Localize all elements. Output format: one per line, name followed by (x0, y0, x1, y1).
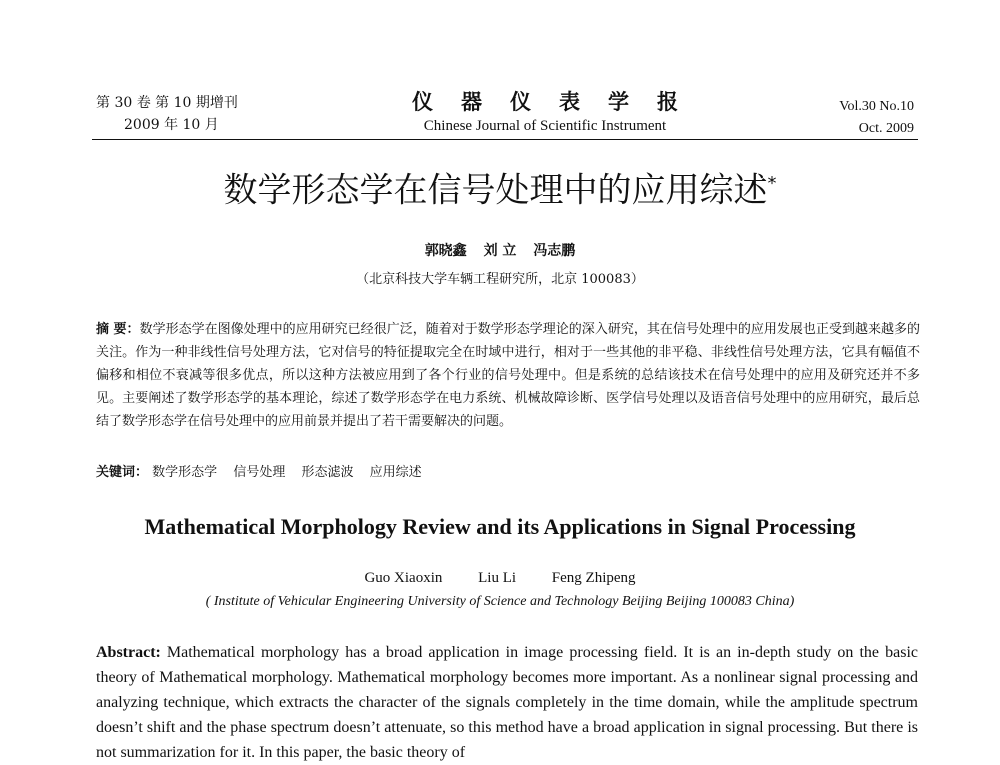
author-en: Guo Xiaoxin (364, 570, 443, 586)
author-cn: 冯志鹏 (533, 243, 576, 259)
title-cn-text: 数学形态学在信号处理中的应用综述 (223, 170, 768, 211)
abstract-cn (96, 318, 920, 433)
abstract-cn-text: 数学形态学在图像处理中的应用研究已经很广泛，随着对于数学形态学理论的深入研究，其在信号处理中的应用发展也正受到越来越多的关注。作为一种非线性信号处理方法，它对信号的特征提取完全在时域中进行，相对于一些其他的非平稳、非线性信号处理方法，它具有幅值不偏移和相位不衰减等很多优点，所以这种方法被应用到了各个行业的信号处理中。但是系统的总结该技术在信号处理中的应用及研究还并不多见。主要阐述了数学形态学的基本理论，综述了数学形态学在电力系统、机械故障诊断、医学信号处理以及语音信号处理中的应用研究，最后总结了数学形态学在信号处理中的应用前景并提出了若干需要解决的问题。 (96, 322, 920, 429)
header-left (96, 92, 238, 136)
author-cn: 郭晓鑫 (424, 243, 467, 259)
author-cn: 刘 立 (483, 243, 517, 259)
abstract-cn-label: 摘 要： (96, 322, 140, 337)
title-cn (0, 162, 1000, 212)
authors-en (0, 570, 1000, 587)
date-cn: 2009 年 10 月 (124, 117, 219, 133)
header-right (839, 96, 914, 140)
abstract-en (96, 640, 918, 765)
keyword: 应用综述 (369, 465, 422, 480)
author-en: Feng Zhipeng (551, 570, 636, 586)
date-en: Oct. 2009 (858, 121, 914, 136)
authors-cn (0, 240, 1000, 260)
volume-cn: 第 30 卷 第 10 期增刊 (96, 95, 238, 111)
author-en: Liu Li (478, 570, 517, 586)
keyword: 形态滤波 (301, 465, 354, 480)
affiliation-en: ( Institute of Vehicular Engineering University of Science and Technology Beijing Beijing 100083 China) (205, 594, 795, 609)
journal-name-cn: 仪器仪表学报 (412, 89, 706, 114)
header-center (380, 88, 710, 136)
header-rule (92, 139, 918, 140)
title-en: Mathematical Morphology Review and its Applications in Signal Processing (144, 514, 856, 539)
keyword: 信号处理 (233, 465, 286, 480)
abstract-en-label: Abstract: (96, 644, 161, 661)
abstract-en-text: Mathematical morphology has a broad application in image processing field. It is an in-depth study on the basic theory of Mathematical morphology. Mathematical morphology becomes more important. As a nonlinear signal processing and analyzing technique, which extracts the character of the signals completely in the time domain, while the amplitude spectrum doesn’t shift and the phase spectrum doesn’t attenuate, so this method have a broad application in signal processing. But there is not summarization for it. In this paper, the basic theory of (96, 644, 918, 761)
keywords-cn-label: 关键词： (96, 465, 149, 480)
volume-en: Vol.30 No.10 (839, 99, 914, 114)
keyword: 数学形态学 (152, 465, 218, 480)
affiliation-cn: （北京科技大学车辆工程研究所，北京 100083） (356, 272, 644, 287)
title-cn-footnote-mark: * (767, 173, 777, 194)
keywords-cn (96, 461, 920, 484)
journal-name-en: Chinese Journal of Scientific Instrument (423, 118, 667, 134)
